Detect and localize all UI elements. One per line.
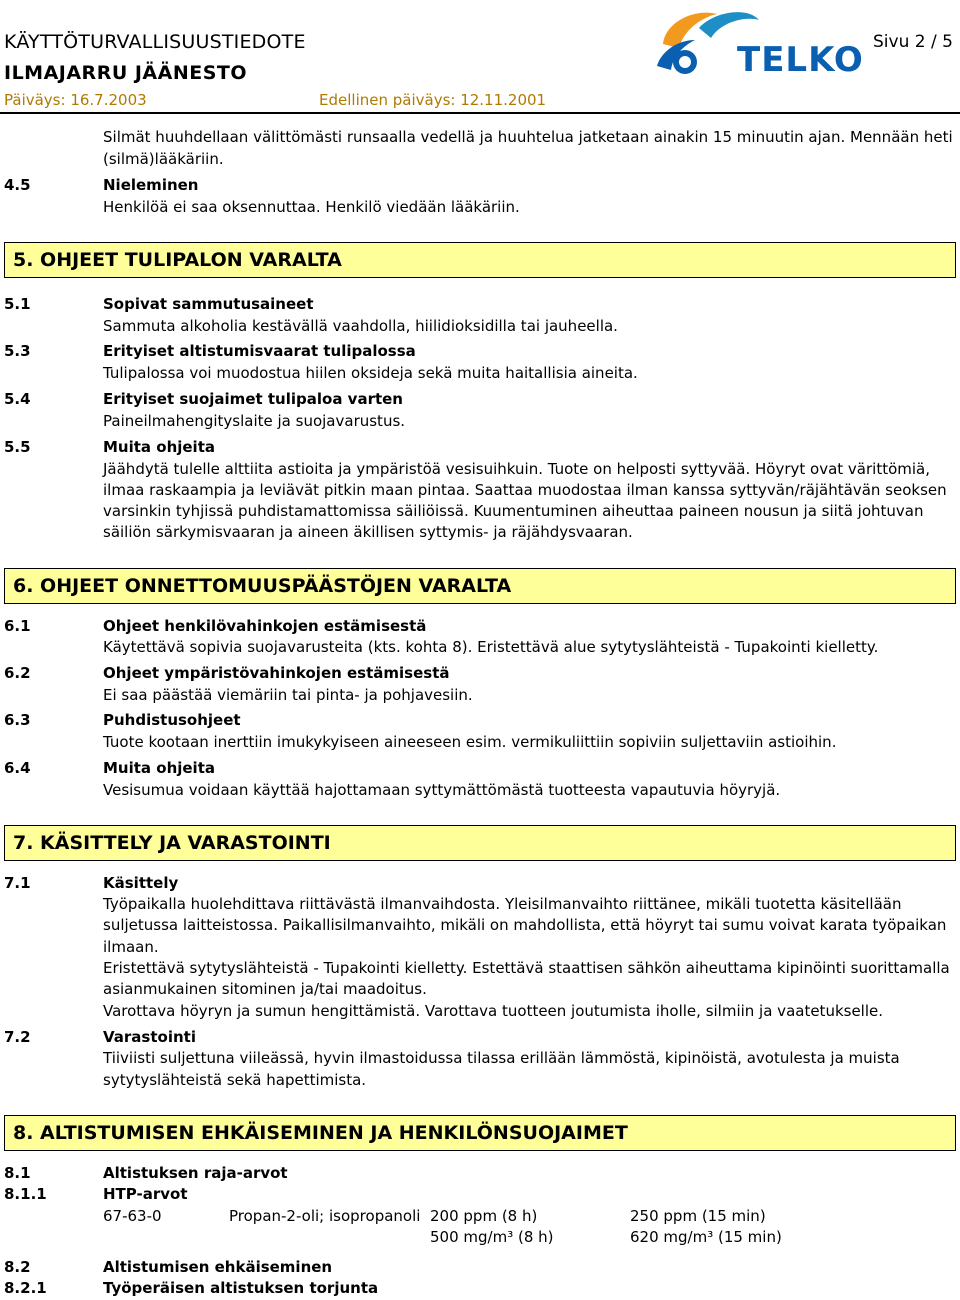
section-title: 6. OHJEET ONNETTOMUUSPÄÄSTÖJEN VARALTA xyxy=(13,575,512,597)
subsection-number: 6.2 xyxy=(4,664,31,682)
subsection-title: HTP-arvot xyxy=(103,1185,188,1203)
page-number: Sivu 2 / 5 xyxy=(873,32,953,52)
paragraph-text: Silmät huuhdellaan välittömästi runsaalla vedellä ja huuhtelua jatketaan ainakin 15 minuutin ajan. Mennään heti xyxy=(103,128,953,146)
page-header xyxy=(0,0,960,118)
header-divider xyxy=(0,112,960,114)
section-header-8 xyxy=(4,1115,956,1151)
section-title: 7. KÄSITTELY JA VARASTOINTI xyxy=(13,832,331,854)
section-header-7 xyxy=(4,825,956,861)
cas-number: 67-63-0 xyxy=(103,1207,162,1225)
paragraph-text: varsinkin tyhjissä puhdistamattomissa säiliöissä. Kuumentuminen aiheuttaa paineen nousun ja siitä johtuvan xyxy=(103,502,924,520)
subsection-title: Käsittely xyxy=(103,874,179,892)
htp-8h-value: 500 mg/m³ (8 h) xyxy=(430,1228,554,1246)
subsection-title: Erityiset suojaimet tulipaloa varten xyxy=(103,390,403,408)
paragraph-text: säiliön särkymisvaaran ja aineen äkillisen syttymis- ja räjähdysvaaran. xyxy=(103,523,633,541)
subsection-title: Työperäisen altistuksen torjunta xyxy=(103,1279,379,1297)
document-title: KÄYTTÖTURVALLISUUSTIEDOTE xyxy=(4,31,306,53)
paragraph-text: Henkilöä ei saa oksennuttaa. Henkilö viedään lääkäriin. xyxy=(103,198,520,216)
htp-15min-value: 250 ppm (15 min) xyxy=(630,1207,766,1225)
paragraph-text: Tulipalossa voi muodostua hiilen oksideja sekä muita haitallisia aineita. xyxy=(103,364,638,382)
subsection-title: Puhdistusohjeet xyxy=(103,711,241,729)
issue-date: Päiväys: 16.7.2003 xyxy=(4,91,147,109)
paragraph-text: sytytyslähteistä sekä hapettimista. xyxy=(103,1071,367,1089)
subsection-title: Ohjeet henkilövahinkojen estämisestä xyxy=(103,617,427,635)
section-title: 5. OHJEET TULIPALON VARALTA xyxy=(13,249,342,271)
paragraph-text: asianmukainen sitominen ja/tai maadoitus. xyxy=(103,980,427,998)
section-title: 8. ALTISTUMISEN EHKÄISEMINEN JA HENKILÖNSUOJAIMET xyxy=(13,1122,628,1144)
paragraph-text: Tiiviisti suljettuna viileässä, hyvin ilmastoidussa tilassa erillään lämmöstä, kipinöistä, avotulesta ja muista xyxy=(103,1049,900,1067)
subsection-number: 5.4 xyxy=(4,390,31,408)
htp-8h-value: 200 ppm (8 h) xyxy=(430,1207,538,1225)
subsection-title: Muita ohjeita xyxy=(103,759,215,777)
subsection-number: 4.5 xyxy=(4,176,31,194)
section-header-5 xyxy=(4,242,956,278)
subsection-title: Nieleminen xyxy=(103,176,199,194)
paragraph-text: ilmaa raskaampia ja leviävät pitkin maan pintaa. Saattaa muodostaa ilman kanssa syttyvän/räjähtävän seoksen xyxy=(103,481,947,499)
subsection-number: 5.5 xyxy=(4,438,31,456)
subsection-number: 7.1 xyxy=(4,874,31,892)
subsection-number: 6.3 xyxy=(4,711,31,729)
product-name: ILMAJARRU JÄÄNESTO xyxy=(4,62,248,84)
htp-15min-value: 620 mg/m³ (15 min) xyxy=(630,1228,782,1246)
paragraph-text: (silmä)lääkäriin. xyxy=(103,150,224,168)
paragraph-text: Jäähdytä tulelle alttiita astioita ja ympäristöä vesisuihkuin. Tuote on helposti syttyvää. Höyryt ovat värittömiä, xyxy=(103,460,930,478)
subsection-title: Altistuksen raja-arvot xyxy=(103,1164,288,1182)
subsection-number: 5.3 xyxy=(4,342,31,360)
subsection-number: 8.1 xyxy=(4,1164,31,1182)
paragraph-text: Tuote kootaan inerttiin imukykyiseen aineeseen esim. vermikuliittiin sopiviin suljettaviin astioihin. xyxy=(103,733,837,751)
previous-date: Edellinen päiväys: 12.11.2001 xyxy=(319,91,547,109)
subsection-number: 6.1 xyxy=(4,617,31,635)
paragraph-text: Paineilmahengityslaite ja suojavarustus. xyxy=(103,412,406,430)
subsection-number: 6.4 xyxy=(4,759,31,777)
paragraph-text: Työpaikalla huolehdittava riittävästä ilmanvaihdosta. Yleisilmanvaihto riittänee, mikäli tuotetta käsitellään xyxy=(103,895,902,913)
telko-logo xyxy=(655,4,864,84)
subsection-title: Muita ohjeita xyxy=(103,438,215,456)
paragraph-text: Varottava höyryn ja sumun hengittämistä. Varottava tuotteen joutumista iholle, silmiin ja vaatetukselle. xyxy=(103,1002,884,1020)
substance-name: Propan-2-oli; isopropanoli xyxy=(229,1207,421,1225)
subsection-title: Ohjeet ympäristövahinkojen estämisestä xyxy=(103,664,450,682)
subsection-number: 8.2 xyxy=(4,1258,31,1276)
paragraph-text: ilmaan. xyxy=(103,938,159,956)
paragraph-text: Eristettävä sytytyslähteistä - Tupakointi kielletty. Estettävä staattisen sähkön aiheuttama kipinöinti suorittamalla xyxy=(103,959,950,977)
paragraph-text: Ei saa päästää viemäriin tai pinta- ja pohjavesiin. xyxy=(103,686,473,704)
paragraph-text: Vesisumua voidaan käyttää hajottamaan syttymättömästä tuotteesta vapautuvia höyryjä. xyxy=(103,781,781,799)
subsection-title: Erityiset altistumisvaarat tulipalossa xyxy=(103,342,416,360)
subsection-number: 5.1 xyxy=(4,295,31,313)
subsection-title: Altistumisen ehkäiseminen xyxy=(103,1258,333,1276)
subsection-number: 8.2.1 xyxy=(4,1279,47,1297)
paragraph-text: Sammuta alkoholia kestävällä vaahdolla, hiilidioksidilla tai jauheella. xyxy=(103,317,618,335)
section-header-6 xyxy=(4,568,956,604)
logo-wordmark: TELKO xyxy=(737,40,864,80)
paragraph-text: suljetussa laitteistossa. Paikallisilmanvaihto, mikäli on mahdollista, että höyryt tai sumu voivat karata työpaikan xyxy=(103,916,947,934)
subsection-number: 7.2 xyxy=(4,1028,31,1046)
paragraph-text: Käytettävä sopivia suojavarusteita (kts. kohta 8). Eristettävä alue sytytyslähteistä - Tupakointi kielletty. xyxy=(103,638,879,656)
subsection-title: Sopivat sammutusaineet xyxy=(103,295,314,313)
subsection-title: Varastointi xyxy=(103,1028,196,1046)
subsection-number: 8.1.1 xyxy=(4,1185,47,1203)
